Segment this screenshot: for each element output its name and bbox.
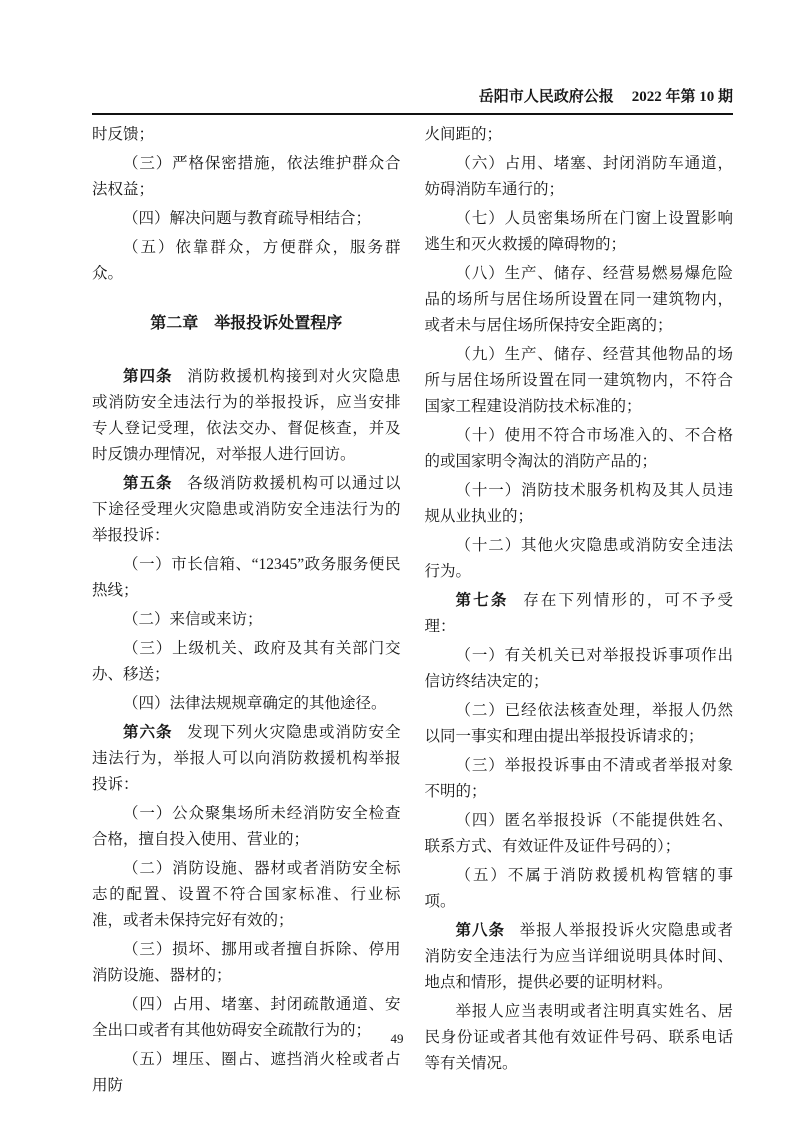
paragraph-text: （一）市长信箱、“12345”政务服务便民热线； xyxy=(92,556,401,599)
paragraph xyxy=(92,720,401,798)
page-header xyxy=(92,87,733,107)
paragraph-text: 火间距的； xyxy=(424,126,503,143)
paragraph-text: （四）解决问题与教育疏导相结合； xyxy=(123,210,372,227)
paragraph-text: 发现下列火灾隐患或消防安全违法行为，举报人可以向消防救援机构举报投诉： xyxy=(92,724,401,793)
paragraph xyxy=(92,607,401,633)
paragraph xyxy=(425,698,734,750)
paragraph-text: （二）消防设施、器材或者消防安全标志的配置、设置不符合国家标准、行业标准，或者未保持完好有效的； xyxy=(92,860,401,929)
paragraph xyxy=(92,552,401,604)
paragraph xyxy=(92,151,401,203)
gazette-title: 岳阳市人民政府公报 xyxy=(478,89,614,105)
paragraph-text: （二）已经依法核查处理，举报人仍然以同一事实和理由提出举报投诉请求的； xyxy=(424,702,733,745)
paragraph-text: （四）法律法规规章确定的其他途径。 xyxy=(123,695,387,712)
issue-label: 2022 年第 10 期 xyxy=(631,89,733,105)
article-number: 第七条 xyxy=(455,592,509,609)
article-number: 第八条 xyxy=(455,922,505,939)
paragraph-text: （九）生产、储存、经营其他物品的场所与居住场所设置在同一建筑物内，不符合国家工程建设消防技术标准的； xyxy=(424,346,733,415)
paragraph-text: （三）损坏、挪用或者擅自拆除、停用消防设施、器材的； xyxy=(92,941,401,984)
paragraph-text: （二）来信或来访； xyxy=(123,611,263,628)
paragraph xyxy=(92,206,401,232)
paragraph-text: （十二）其他火灾隐患或消防安全违法行为。 xyxy=(424,537,733,580)
paragraph xyxy=(92,364,401,468)
column-right xyxy=(425,122,734,1102)
paragraph-text: 时反馈； xyxy=(92,126,155,143)
paragraph xyxy=(425,261,734,339)
paragraph-text: （七）人员密集场所在门窗上设置影响逃生和灭火救援的障碍物的； xyxy=(424,210,733,253)
paragraph-text: （十一）消防技术服务机构及其人员违规从业执业的； xyxy=(424,482,733,525)
paragraph-text: 存在下列情形的，可不予受理： xyxy=(424,592,733,635)
paragraph xyxy=(92,937,401,989)
article-number: 第五条 xyxy=(123,475,173,492)
paragraph xyxy=(425,643,734,695)
paragraph-text: （四）匿名举报投诉（不能提供姓名、联系方式、有效证件及证件号码的）； xyxy=(424,812,733,855)
paragraph-text: （五）不属于消防救援机构管辖的事项。 xyxy=(424,867,733,910)
paragraph xyxy=(425,151,734,203)
paragraph xyxy=(92,691,401,717)
paragraph xyxy=(425,863,734,915)
paragraph-text: （三）上级机关、政府及其有关部门交办、移送； xyxy=(92,640,401,683)
paragraph xyxy=(425,423,734,475)
paragraph-text: （十）使用不符合市场准入的、不合格的或国家明令淘汰的消防产品的； xyxy=(424,427,733,470)
paragraph-text: （八）生产、储存、经营易燃易爆危险品的场所与居住场所设置在同一建筑物内，或者未与居住场所保持安全距离的； xyxy=(424,265,733,334)
page-number: 49 xyxy=(390,1031,404,1046)
paragraph-text: 各级消防救援机构可以通过以下途径受理火灾隐患或消防安全违法行为的举报投诉： xyxy=(92,475,401,544)
paragraph xyxy=(92,235,401,287)
paragraph-text: （五）埋压、圈占、遮挡消火栓或者占用防 xyxy=(92,1051,401,1094)
paragraph xyxy=(425,588,734,640)
paragraph-text: （四）占用、堵塞、封闭疏散通道、安全出口或者有其他妨碍安全疏散行为的； xyxy=(92,996,401,1039)
paragraph-text: （六）占用、堵塞、封闭消防车通道，妨碍消防车通行的； xyxy=(424,155,733,198)
paragraph xyxy=(92,1047,401,1099)
paragraph-text: 举报人应当表明或者注明真实姓名、居民身份证或者其他有效证件号码、联系电话等有关情况。 xyxy=(424,1003,733,1072)
paragraph xyxy=(425,342,734,420)
paragraph xyxy=(92,471,401,549)
page-body xyxy=(92,122,733,1102)
paragraph xyxy=(425,478,734,530)
paragraph xyxy=(425,808,734,860)
paragraph xyxy=(92,856,401,934)
paragraph xyxy=(92,122,401,148)
paragraph-text: （一）公众聚集场所未经消防安全检查合格，擅自投入使用、营业的； xyxy=(92,805,401,848)
header-rule xyxy=(92,113,733,115)
article-number: 第六条 xyxy=(123,724,173,741)
paragraph-text: （五）依靠群众，方便群众，服务群众。 xyxy=(92,239,401,282)
article-number: 第四条 xyxy=(123,368,173,385)
paragraph xyxy=(425,206,734,258)
paragraph xyxy=(425,753,734,805)
paragraph xyxy=(92,636,401,688)
paragraph-text: （一）有关机关已对举报投诉事项作出信访终结决定的； xyxy=(424,647,733,690)
paragraph xyxy=(425,918,734,996)
paragraph xyxy=(425,122,734,148)
paragraph-text: 举报人举报投诉火灾隐患或者消防安全违法行为应当详细说明具体时间、地点和情形，提供必要的证明材料。 xyxy=(424,922,733,991)
paragraph-text: （三）严格保密措施，依法维护群众合法权益； xyxy=(92,155,401,198)
paragraph xyxy=(92,801,401,853)
chapter-heading xyxy=(92,311,401,337)
paragraph-text: 消防救援机构接到对火灾隐患或消防安全违法行为的举报投诉，应当安排专人登记受理，依法交办、督促核查，并及时反馈办理情况，对举报人进行回访。 xyxy=(92,368,401,463)
paragraph-text: 第二章 举报投诉处置程序 xyxy=(150,315,343,332)
column-left xyxy=(92,122,401,1102)
paragraph xyxy=(425,533,734,585)
paragraph-text: （三）举报投诉事由不清或者举报对象不明的； xyxy=(424,757,733,800)
